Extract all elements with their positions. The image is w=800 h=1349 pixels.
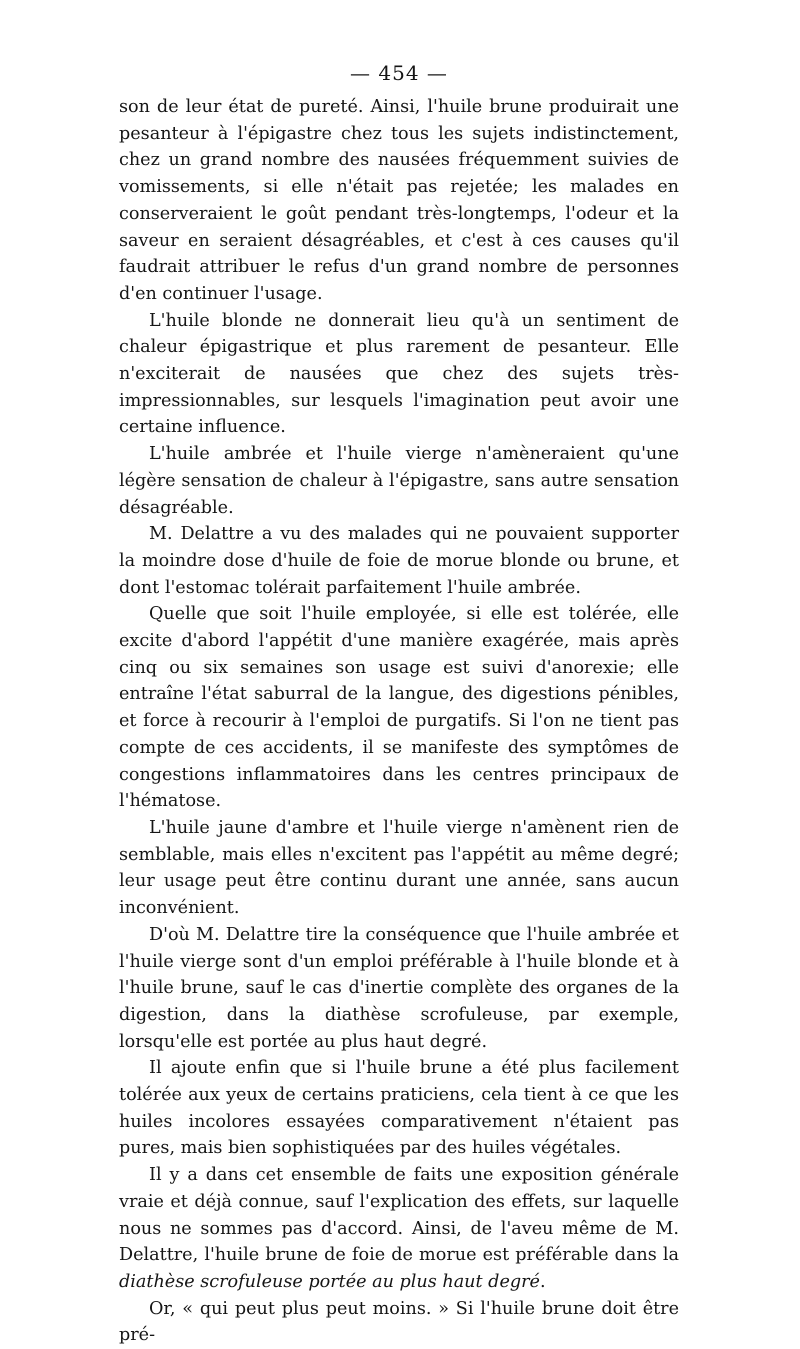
paragraph: M. Delattre a vu des malades qui ne pouvaient supporter la moindre dose d'huile de foie de morue blonde ou brune, et dont l'estomac tolérait parfaitement l'huile ambrée. [119, 524, 679, 598]
paragraph: Or, « qui peut plus peut moins. » Si l'huile brune doit être pré- [119, 1298, 679, 1346]
paragraph [119, 1162, 679, 1296]
paragraph-text-end: . [539, 1271, 546, 1292]
page-number: — 454 — [350, 61, 448, 85]
paragraph: son de leur état de pureté. Ainsi, l'huile brune produirait une pesanteur à l'épigastre chez tous les sujets indistinctement, chez un grand nombre des nausées fréquemment suivies de vomissements, si elle n'était pas rejetée; les malades en conserveraient le goût pendant très-longtemps, l'odeur et la saveur en seraient désagréables, et c'est à ces causes qu'il faudrait attribuer le refus d'un grand nombre de personnes d'en continuer l'usage. [119, 97, 679, 304]
paragraph: L'huile jaune d'ambre et l'huile vierge n'amènent rien de semblable, mais elles n'excitent pas l'appétit au même degré; leur usage peut être continu durant une année, sans aucun inconvénient. [119, 817, 679, 919]
paragraph: Il ajoute enfin que si l'huile brune a été plus facilement tolérée aux yeux de certains praticiens, cela tient à ce que les huiles incolores essayées comparativement n'étaient pas pures, mais bien sophistiquées par des huiles végétales. [119, 1058, 679, 1159]
paragraph: D'où M. Delattre tire la conséquence que l'huile ambrée et l'huile vierge sont d'un emploi préférable à l'huile blonde et à l'huile brune, sauf le cas d'inertie complète des organes de la digestion, dans la diathèse scrofuleuse, par exemple, lorsqu'elle est portée au plus haut degré. [119, 924, 679, 1052]
paragraph: Quelle que soit l'huile employée, si elle est tolérée, elle excite d'abord l'appétit d'une manière exagérée, mais après cinq ou six semaines son usage est suivi d'anorexie; elle entraîne l'état saburral de la langue, des digestions pénibles, et force à recourir à l'emploi de purgatifs. Si l'on ne tient pas compte de ces accidents, il se manifeste des symptômes de congestions inflammatoires dans les centres principaux de l'hématose. [119, 604, 679, 812]
paragraph-text: Il y a dans cet ensemble de faits une exposition générale vraie et déjà connue, sauf l'explication des effets, sur laquelle nous ne sommes pas d'accord. Ainsi, de l'aveu même de M. Delattre, l'huile brune de foie de morue est préférable dans la [119, 1165, 679, 1266]
italic-phrase: diathèse scrofuleuse portée au plus haut degré [119, 1271, 540, 1292]
book-page [119, 58, 679, 1349]
paragraph: L'huile ambrée et l'huile vierge n'amèneraient qu'une légère sensation de chaleur à l'épigastre, sans autre sensation désagréable. [119, 444, 679, 518]
paragraph: L'huile blonde ne donnerait lieu qu'à un sentiment de chaleur épigastrique et plus rarement de pesanteur. Elle n'exciterait de nausées que chez des sujets très-impressionnables, sur lesquels l'imagination peut avoir une certaine influence. [119, 310, 679, 438]
